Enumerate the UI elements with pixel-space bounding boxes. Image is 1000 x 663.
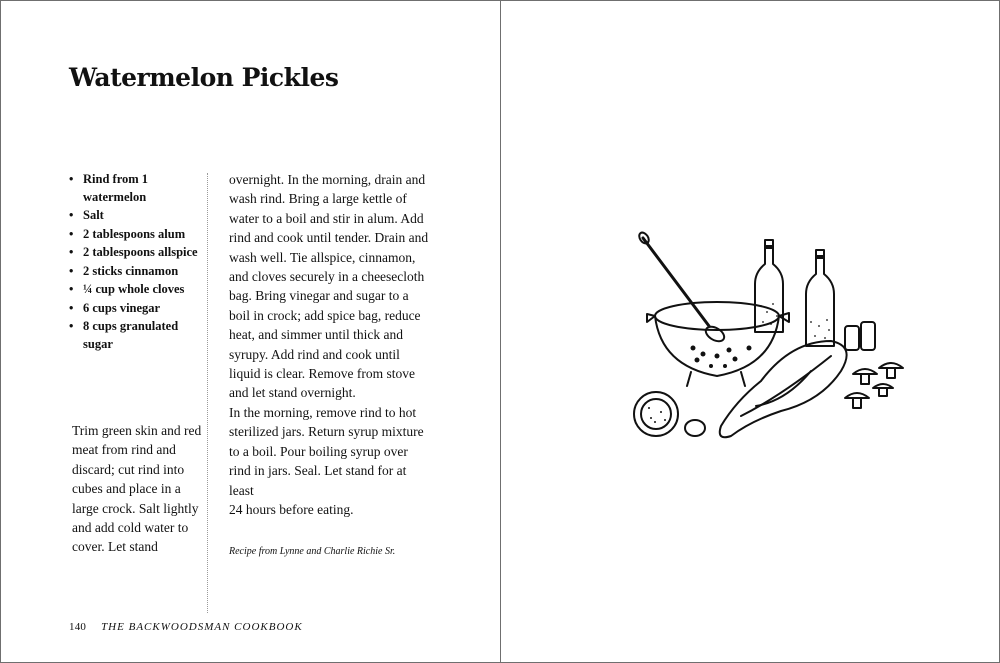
ingredient-item: • Rind from 1 watermelon (69, 171, 199, 206)
recipe-title: Watermelon Pickles (69, 63, 339, 92)
ingredient-item: • 2 tablespoons alum (69, 226, 199, 244)
colander-vegetables-bottles-illustration (631, 226, 911, 451)
method-text-column-2 (229, 170, 429, 519)
page-number: 140 (69, 621, 87, 633)
method-text-column-1: Trim green skin and red meat from rind and discard; cut rind into cubes and place in a large crock. Salt lightly and add cold water to cover. Let stand (72, 423, 202, 555)
ingredient-item: • 2 sticks cinnamon (69, 263, 199, 281)
method-paragraph: 24 hours before eating. (229, 501, 354, 517)
ingredient-item: • 8 cups granulated sugar (69, 318, 199, 353)
method-paragraph: In the morning, remove rind to hot sterilized jars. Return syrup mixture to a boil. Pour boiling syrup over rind in jars. Seal. Let stand for at least (229, 404, 424, 498)
ingredient-item: • 6 cups vinegar (69, 300, 199, 318)
ingredient-item: • Salt (69, 207, 199, 225)
ingredient-item: • 2 tablespoons allspice (69, 244, 199, 262)
ingredient-list (69, 171, 199, 354)
running-book-title: THE BACKWOODSMAN COOKBOOK (101, 621, 303, 633)
page-footer (69, 621, 303, 633)
column-divider (207, 173, 208, 613)
method-paragraph: overnight. In the morning, drain and wash rind. Bring a large kettle of water to a boil and stir in alum. Add rind and cook until tender. Drain and wash well. Tie allspice, cinnamon, and cloves securely in a cheesecloth bag. Bring vinegar and sugar to a boil in crock; add spice bag, reduce heat, and simmer until thick and syrupy. Add rind and cook until liquid is clear. Remove from stove and let stand overnight. (229, 172, 429, 401)
right-page (501, 1, 999, 662)
left-page (1, 1, 500, 662)
recipe-credit: Recipe from Lynne and Charlie Richie Sr. (229, 546, 396, 557)
ingredient-item: • ¼ cup whole cloves (69, 281, 199, 299)
